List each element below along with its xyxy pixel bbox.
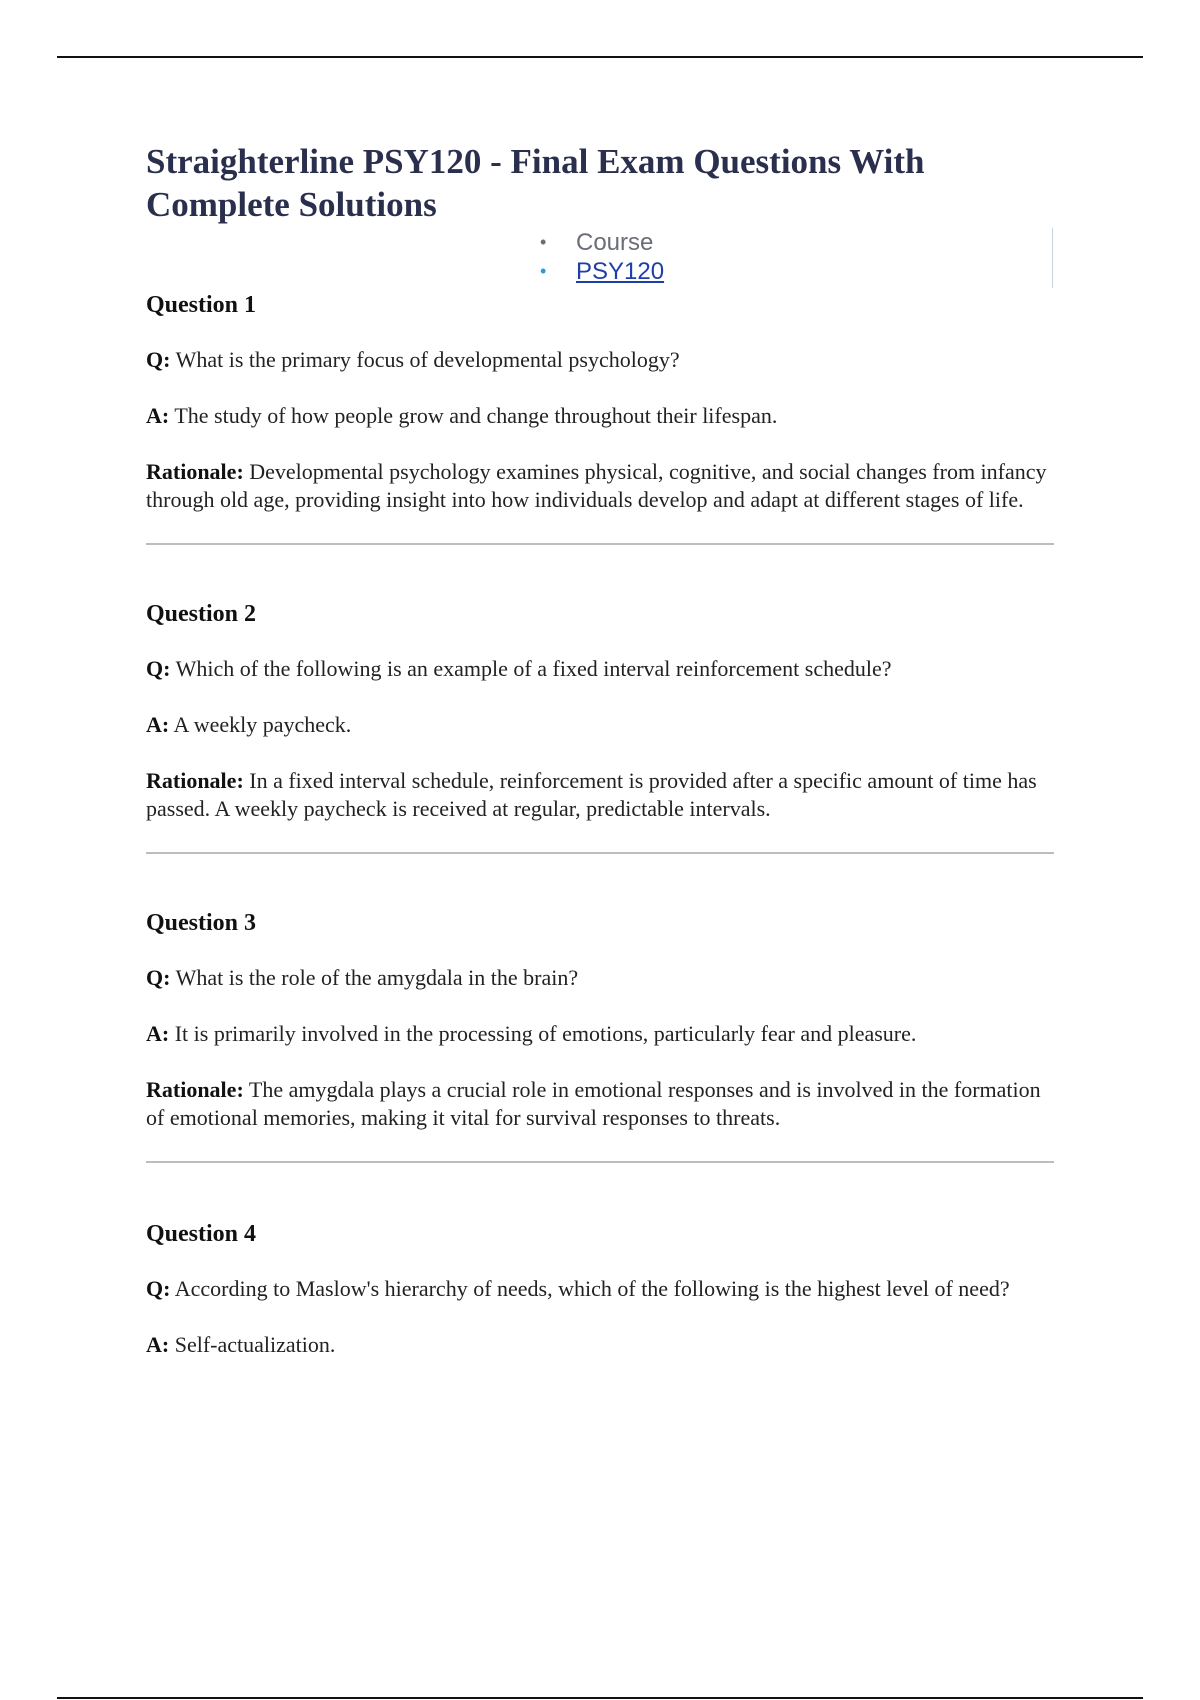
- question-body: What is the role of the amygdala in the brain?: [175, 965, 579, 990]
- course-link-item: [540, 257, 664, 286]
- answer-body: Self-actualization.: [174, 1332, 336, 1357]
- document-content: [146, 140, 1054, 1359]
- bullet-icon: •: [540, 232, 547, 252]
- question-heading: Question 3: [146, 910, 257, 936]
- question-heading: Question 2: [146, 601, 257, 627]
- a-label: A:: [146, 403, 170, 428]
- question-separator: [146, 1161, 1054, 1163]
- rationale-label: Rationale:: [146, 768, 244, 793]
- q-label: Q:: [146, 347, 171, 372]
- meta-divider: [1052, 228, 1053, 288]
- rationale-label: Rationale:: [146, 459, 244, 484]
- question-heading: Question 1: [146, 292, 257, 318]
- rationale-body: In a fixed interval schedule, reinforcement is provided after a specific amount of time has passed. A weekly paycheck is received at regular, predictable intervals.: [146, 768, 1037, 821]
- question-text: [146, 655, 1054, 683]
- rationale-body: Developmental psychology examines physical, cognitive, and social changes from infancy through old age, providing insight into how individuals develop and adapt at different stages of life.: [146, 459, 1047, 512]
- bullet-icon: •: [540, 261, 547, 281]
- answer-body: The study of how people grow and change throughout their lifespan.: [174, 403, 778, 428]
- page-top-rule: [57, 56, 1143, 58]
- question-block-1: [146, 290, 1054, 545]
- a-label: A:: [146, 1332, 170, 1357]
- rationale-text: [146, 1076, 1054, 1132]
- question-separator: [146, 852, 1054, 854]
- page-title: Straighterline PSY120 - Final Exam Questions With Complete Solutions: [146, 142, 925, 224]
- question-body: Which of the following is an example of a fixed interval reinforcement schedule?: [175, 656, 892, 681]
- question-text: [146, 346, 1054, 374]
- a-label: A:: [146, 1021, 170, 1046]
- rationale-text: [146, 767, 1054, 823]
- answer-text: [146, 1331, 1054, 1359]
- question-separator: [146, 543, 1054, 545]
- answer-text: [146, 402, 1054, 430]
- question-text: [146, 1275, 1054, 1303]
- question-heading: Question 4: [146, 1221, 257, 1247]
- answer-text: [146, 711, 1054, 739]
- course-meta-list: [540, 228, 664, 286]
- page-bottom-rule: [57, 1697, 1143, 1699]
- q-label: Q:: [146, 965, 171, 990]
- answer-text: [146, 1020, 1054, 1048]
- question-block-4: [146, 1219, 1054, 1359]
- q-label: Q:: [146, 1276, 171, 1301]
- answer-body: It is primarily involved in the processing of emotions, particularly fear and pleasure.: [174, 1021, 917, 1046]
- course-label: Course: [576, 229, 654, 256]
- answer-body: A weekly paycheck.: [173, 712, 352, 737]
- rationale-text: [146, 458, 1054, 514]
- question-text: [146, 964, 1054, 992]
- question-block-3: [146, 908, 1054, 1163]
- rationale-label: Rationale:: [146, 1077, 244, 1102]
- course-link[interactable]: PSY120: [576, 258, 665, 285]
- q-label: Q:: [146, 656, 171, 681]
- course-label-item: [540, 228, 664, 257]
- question-body: What is the primary focus of developmental psychology?: [175, 347, 680, 372]
- course-meta: [146, 228, 1054, 290]
- question-block-2: [146, 599, 1054, 854]
- a-label: A:: [146, 712, 170, 737]
- rationale-body: The amygdala plays a crucial role in emotional responses and is involved in the formation of emotional memories, making it vital for survival responses to threats.: [146, 1077, 1041, 1130]
- question-body: According to Maslow's hierarchy of needs, which of the following is the highest level of need?: [174, 1276, 1010, 1301]
